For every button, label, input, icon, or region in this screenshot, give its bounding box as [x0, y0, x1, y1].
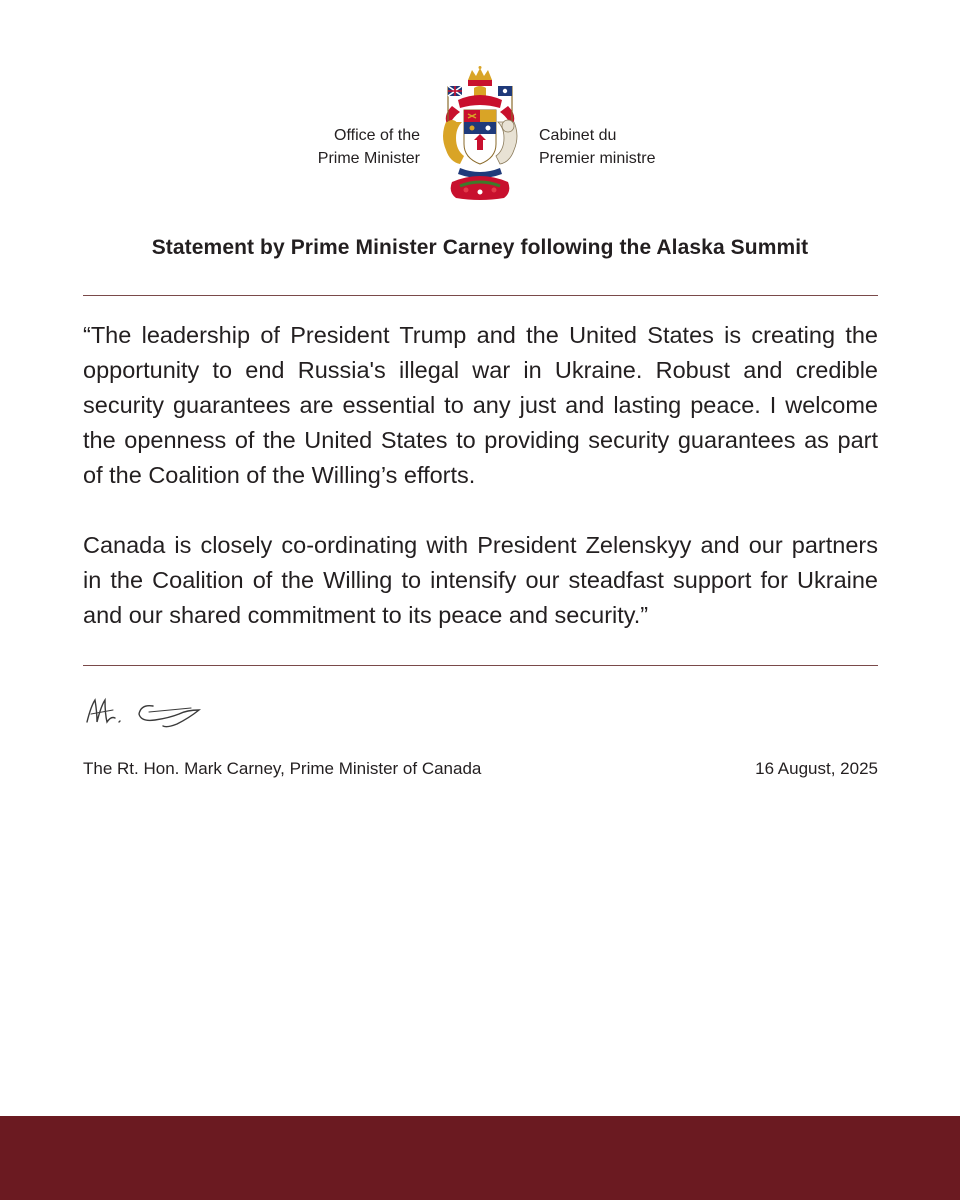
handwritten-signature-icon	[83, 692, 208, 732]
statement-paragraph-2: Canada is closely co-ordinating with President Zelenskyy and our partners in the Coalition of the Willing to intensify our steadfast support for Ukraine and our shared commitment to its peace and security.”	[83, 532, 878, 628]
footer-band	[0, 1116, 960, 1200]
bottom-divider	[83, 665, 878, 666]
office-fr-line1: Cabinet du	[539, 127, 617, 144]
office-en-line1: Office of the	[334, 127, 420, 144]
signatory-name: The Rt. Hon. Mark Carney, Prime Minister of Canada	[83, 759, 482, 778]
statement-date: 16 August, 2025	[755, 759, 878, 778]
statement-body	[83, 318, 878, 633]
statement-paragraph-1: “The leadership of President Trump and the United States is creating the opportunity to end Russia's illegal war in Ukraine. Robust and credible security guarantees are essential to any just and lasting peace. I welcome the openness of the United States to providing security guarantees as part of the Coalition of the Willing’s efforts.	[83, 322, 878, 488]
office-name-english	[250, 124, 420, 170]
office-fr-line2: Premier ministre	[539, 150, 656, 167]
statement-title: Statement by Prime Minister Carney following the Alaska Summit	[151, 236, 809, 259]
office-name-french	[539, 124, 739, 170]
office-en-line2: Prime Minister	[317, 150, 420, 167]
coat-of-arms-of-canada-icon	[430, 66, 530, 202]
top-divider	[83, 295, 878, 296]
